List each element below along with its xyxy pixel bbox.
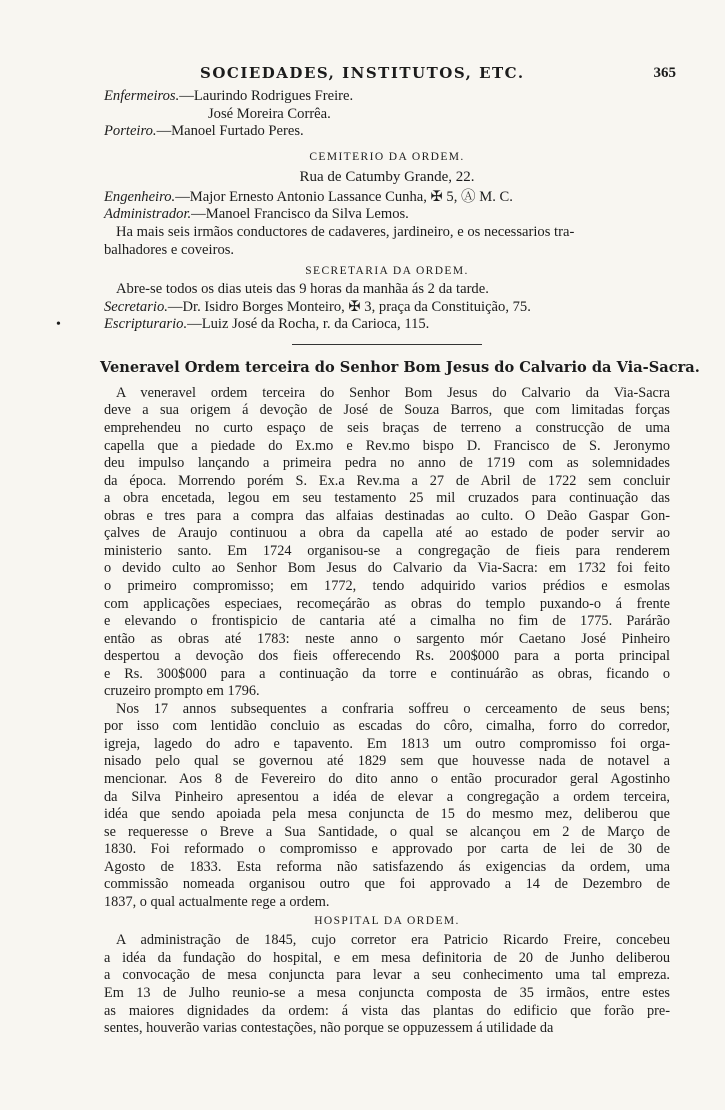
text-line: sentes, houverão varias contestações, não porque se oppuzessem á utilidade da: [104, 1020, 554, 1037]
person-name: —Manoel Francisco da Silva Lemos.: [191, 206, 409, 223]
engenheiro-line: [104, 189, 670, 207]
text-line: Em 13 de Julho reunio-se a mesa conjuncta composta de 35 irmãos, entre estes: [104, 984, 670, 1001]
text-line: e elevando o frontispicio de cantaria até a cimalha no fim de 1775. Parárão: [104, 613, 670, 630]
secretaria-section: [56, 263, 670, 334]
secretaria-hours: Abre-se todos os dias uteis das 9 horas da manhãa ás 2 da tarde.: [116, 281, 489, 298]
margin-mark: •: [56, 317, 61, 333]
role-label: Porteiro.: [104, 123, 157, 140]
page-number: 365: [653, 65, 676, 81]
order-title: Veneravel Ordem terceira do Senhor Bom Jesus do Calvario da Via-Sacra.: [100, 358, 700, 376]
text-line: mencionar. Aos 8 de Fevereiro do dito anno o então procurador geral Agostinho: [104, 770, 670, 787]
section-heading: HOSPITAL DA ORDEM.: [314, 915, 460, 928]
text-line: então as obras até 1783: neste anno o sargento mór Caetano José Pinheiro: [104, 630, 670, 647]
role-label: Administrador.: [104, 206, 192, 223]
text-line: a idéa da fundação do hospital, e em mesa definitoria de 20 de Junho deliberou: [104, 949, 670, 966]
hospital-paragraph: [104, 932, 670, 1037]
text-line: a convocação de mesa conjuncta para levar a seu conhecimento uma tal empreza.: [104, 967, 670, 984]
ordem-section: [100, 357, 700, 911]
text-line: deve a sua origem á devoção de José de Souza Barros, que com limitadas forças: [104, 402, 670, 419]
person-name: —Luiz José da Rocha, r. da Carioca, 115.: [187, 316, 430, 333]
escripturario-line: [56, 316, 670, 334]
porteiro-line: [104, 123, 670, 141]
text-line: a obra encetada, legou em seu testamento 25 mil cruzados para continuação das: [104, 490, 670, 507]
text-line: nisado pelo qual se governou até 1829 sem que houvesse nada de notavel a: [104, 753, 670, 770]
administrador-line: [104, 206, 670, 224]
text-line: o devido culto ao Senhor Bom Jesus do Calvario da Via-Sacra: em 1732 foi feito: [104, 560, 670, 577]
role-label: Secretario.: [104, 298, 168, 315]
enfermeiros-line: [104, 88, 670, 106]
text-line: çalves de Araujo continuou a obra da capella até ao estado de poder servir ao: [104, 525, 670, 542]
text-line: Nos 17 annos subsequentes a confraria soffreu o cerceamento de seus bens;: [116, 700, 670, 717]
text-line: deu impulso lançando a primeira pedra no anno de 1719 com as solemnidades: [104, 455, 670, 472]
text-line: 1830. Foi reformado o compromisso e approvado por carta de lei de 30 de: [104, 841, 670, 858]
cemiterio-note-line-1: Ha mais seis irmãos conductores de cadaveres, jardineiro, e os necessarios tra-: [116, 223, 575, 240]
person-name: José Moreira Corrêa.: [208, 105, 331, 122]
text-line: se requeresse o Breve a Sua Santidade, o qual se alcançou em 2 de Março de: [104, 823, 670, 840]
cemiterio-note-line-2: balhadores e coveiros.: [104, 241, 235, 258]
text-line: idéa que sendo apoiada pela mesa conjuncta de 15 do mesmo mez, deliberou que: [104, 806, 670, 823]
text-line: 1837, o qual actualmente rege a ordem.: [104, 893, 330, 910]
cemiterio-section: [104, 149, 670, 259]
enfermeiros-line-2: [104, 106, 670, 124]
text-line: capella que a piedade do Ex.mo e Rev.mo bispo D. Francisco de S. Jeronymo: [104, 437, 670, 454]
book-page: [56, 64, 700, 1038]
text-line: cruzeiro prompto em 1796.: [104, 683, 260, 700]
text-line: commissão nomeada organisou outro que foi approvado a 14 de Dezembro de: [104, 876, 670, 893]
staff-top: [104, 88, 670, 141]
text-line: as maiores dignidades da ordem: á vista das plantas do edificio que forão pre-: [104, 1002, 670, 1019]
role-label: Enfermeiros.: [104, 88, 180, 104]
text-line: Agosto de 1833. Esta reforma não satisfazendo ás exigencias da ordem, uma: [104, 858, 670, 875]
person-name: —Major Ernesto Antonio Lassance Cunha, ✠ 5, Ⓐ M. C.: [175, 188, 513, 205]
ordem-paragraph-2: [104, 701, 670, 912]
person-name: —Manoel Furtado Peres.: [156, 123, 304, 140]
role-label: Escripturario.: [104, 316, 188, 333]
text-line: com applicações especiaes, recomeçárão as obras do templo puxando-o á frente: [104, 595, 670, 612]
section-divider: [292, 344, 482, 345]
section-heading: SECRETARIA DA ORDEM.: [305, 265, 469, 278]
text-line: o primeiro compromisso; em 1772, tendo adquirido varios prédios e esmolas: [104, 577, 670, 594]
secretario-line: [104, 299, 670, 317]
text-line: por isso com lentidão concluio as escadas do côro, cimalha, forro do corredor,: [104, 718, 670, 735]
text-line: da Silva Pinheiro apresentou a idéa de elevar a congregação a ordem terceira,: [104, 788, 670, 805]
cemiterio-address: Rua de Catumby Grande, 22.: [299, 168, 475, 185]
text-line: despertou a devoção dos fieis offerecendo Rs. 200$000 para a porta principal: [104, 648, 670, 665]
running-title: SOCIEDADES, INSTITUTOS, ETC.: [200, 64, 525, 82]
running-head: [104, 64, 676, 88]
hospital-section: [104, 913, 670, 1037]
person-name: —Laurindo Rodrigues Freire.: [179, 88, 354, 104]
text-line: da época. Morrendo porém S. Ex.a Rev.ma a 27 de Abril de 1722 sem concluir: [104, 472, 670, 489]
person-name: —Dr. Isidro Borges Monteiro, ✠ 3, praça da Constituição, 75.: [167, 298, 531, 315]
text-line: obras e tres para a compra das alfaias destinadas ao culto. O Deão Gaspar Gon-: [104, 507, 670, 524]
ordem-paragraph-1: [104, 385, 670, 701]
role-label: Engenheiro.: [104, 188, 176, 205]
text-line: ministerio santo. Em 1724 organisou-se a congregação de fieis para renderem: [104, 542, 670, 559]
text-line: igreja, lagedo do adro e tapavento. Em 1813 um outro compromisso foi orga-: [104, 735, 670, 752]
text-line: A veneravel ordem terceira do Senhor Bom Jesus do Calvario da Via-Sacra: [116, 384, 670, 401]
text-line: emprehendeu no curto espaço de seis braças de terreno a construcção de uma: [104, 420, 670, 437]
text-line: A administração de 1845, cujo corretor era Patricio Ricardo Freire, concebeu: [116, 932, 670, 949]
section-heading: CEMITERIO DA ORDEM.: [309, 150, 465, 163]
text-line: e Rs. 300$000 para a continuação da torre e continuárão as obras, ficando o: [104, 665, 670, 682]
